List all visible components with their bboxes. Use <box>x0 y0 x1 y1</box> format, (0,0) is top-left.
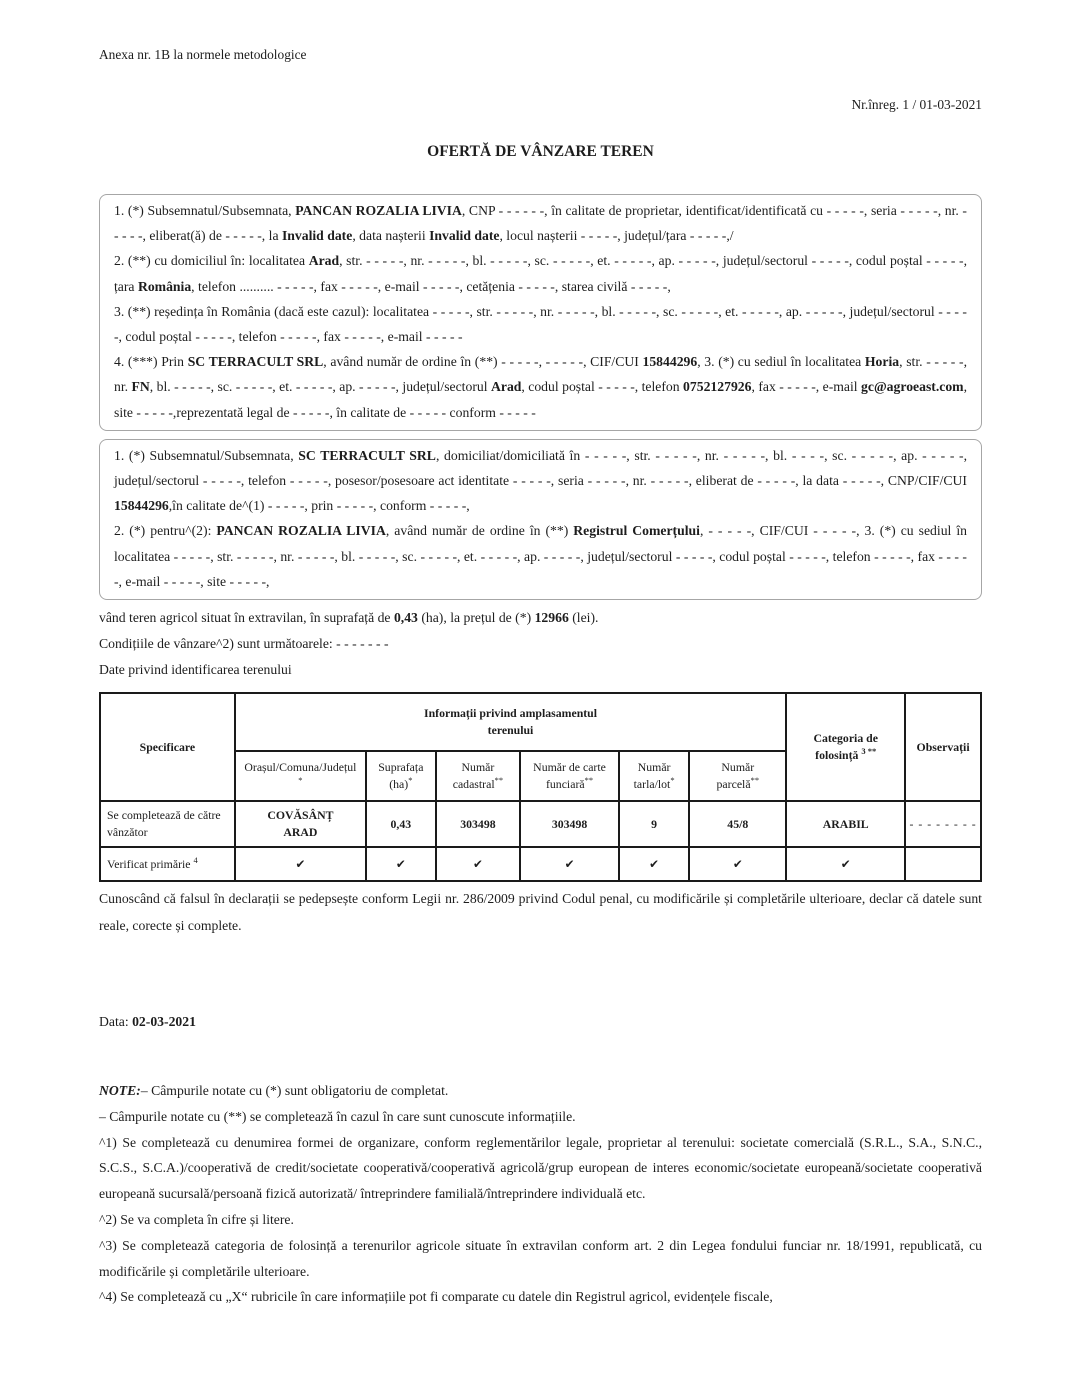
seller-data-cell: COVĂSÂNȚ ARAD <box>235 801 366 847</box>
text-run: (lei). <box>568 610 599 626</box>
text-run: , bl. - - - - -, sc. - - - - -, et. - - - - -, ap. - - - - -, județul/sectorul <box>149 379 491 395</box>
footnote-marker: ** <box>584 775 594 786</box>
text-run: , str. - - - - -, nr. <box>114 354 967 395</box>
text-run: 12966 <box>534 610 569 626</box>
text-run: , fax - - - - -, e-mail <box>751 379 862 395</box>
paragraph <box>114 349 967 425</box>
paragraph <box>99 1130 982 1207</box>
text-run: 2. (*) pentru^(2): <box>114 523 217 539</box>
text-run: Condițiile de vânzare^2) sunt următoarele: - - - - - - - <box>99 636 389 652</box>
land-table <box>99 692 982 882</box>
text-run: , CNP - - - - - -, în calitate de proprietar, identificat/identificată cu - - - - -, seria - - - - -, nr. - - - - -, eliberat(ă) de - - - - -, la <box>114 203 967 244</box>
text-run: Invalid date <box>281 228 353 244</box>
sale-summary-line <box>99 605 982 631</box>
text-run: 3. (**) reședința în România (dacă este cazul): localitatea - - - - -, str. - - - - -, nr. - - - - -, bl. - - - - -, sc. - - - - -, et. - - - - -, ap. - - - - -, județul/sectorul - - - - -, codul poștal - - - - -, telefon - - - - -, fax - - - - -, e-mail - - - - - <box>114 303 967 345</box>
text-run: (ha), la prețul de (*) <box>417 610 535 626</box>
verified-check-cell: ✔ <box>520 847 619 881</box>
paragraph <box>114 299 967 349</box>
text-run: , codul poștal - - - - -, telefon <box>521 379 684 395</box>
text-run: Registrul Comerțului <box>573 523 700 539</box>
text-run: ^2) Se va completa în cifre și litere. <box>99 1212 294 1228</box>
verified-check-cell: ✔ <box>619 847 689 881</box>
verified-empty-cell <box>905 847 981 881</box>
notes-section <box>99 1078 982 1310</box>
text-run: PANCAN ROZALIA LIVIA <box>216 523 386 539</box>
text-run: , având număr de ordine în (**) <box>385 523 574 539</box>
th-specificare: Specificare <box>100 693 235 801</box>
footnote-marker: ** <box>750 775 760 786</box>
text-run: ^3) Se completează categoria de folosință a terenurilor agricole situate în extravilan conform art. 2 din Legea fondului funciar nr. 18/1991, republicată, cu modificările și completările ulterioare. <box>99 1237 982 1279</box>
sale-conditions-line <box>99 631 982 657</box>
text-run: 2. (**) cu domiciliul în: localitatea <box>114 253 309 269</box>
text-run: FN <box>131 379 150 395</box>
paragraph <box>99 1207 982 1233</box>
text-run: ^1) Se completează cu denumirea formei de organizare, conform reglementărilor legale, proprietar al terenului: societate comercială (S.R.L., S.A., S.N.C., S.C.S., S.C.A.)/cooperativă de credit/societate cooperativă/cooperativă agricolă/grup european de interes economic/societate europeană/societate cooperativă europeană sucursală/persoană fizică autorizată/ întreprindere familială/întreprindere individuală etc. <box>99 1134 982 1202</box>
text-run: 0752127926 <box>683 379 752 395</box>
footnote-marker: ** <box>494 775 504 786</box>
text-run: – Câmpurile notate cu (**) se completează în cazul în care sunt cunoscute informațiile. <box>99 1108 576 1124</box>
text-run: – Câmpurile notate cu (*) sunt obligatoriu de completat. <box>140 1083 449 1099</box>
th-sub-column: Număr de carte funciară** <box>520 751 619 801</box>
text-run: , locul nașterii - - - - -, județul/țara - - - - -,/ <box>499 228 734 244</box>
verified-check-cell: ✔ <box>786 847 905 881</box>
document-title: OFERTĂ DE VÂNZARE TEREN <box>427 143 654 160</box>
th-sub-column: Suprafața (ha)* <box>366 751 436 801</box>
text-run: Horia <box>864 354 900 370</box>
verified-check-cell: ✔ <box>235 847 366 881</box>
row-label-verified: Verificat primărie $^4$ <box>100 847 235 881</box>
date-line <box>99 1013 982 1030</box>
text-run: Invalid date <box>429 228 500 244</box>
seller-data-cell: 303498 <box>436 801 521 847</box>
footnote-marker: * <box>670 775 675 786</box>
text-run: SC TERRACULT SRL <box>187 354 324 370</box>
text-run: Arad <box>308 253 340 269</box>
th-category: Categoria de folosință $^{3 **}$ <box>786 693 905 801</box>
th-sub-column: Număr parcelă** <box>689 751 786 801</box>
text-run: Arad <box>490 379 522 395</box>
text-run: , domiciliat/domiciliată în - - - - -, str. - - - - -, nr. - - - - -, bl. - - - -, sc. - - - - -, ap. - - - - -, județul/sectorul - - - - -, telefon - - - - -, posesor/posesoare act identitate - - - - -, seria - - - - -, nr. - - - - -, eliberat de - - - - -, la data - - - - -, CNP/CIF/CUI <box>114 447 968 489</box>
text-run: , telefon .......... - - - - -, fax - - - - -, e-mail - - - - -, cetățenia - - - - -, starea civilă - - - - -, <box>191 278 671 294</box>
seller-data-cell: 303498 <box>520 801 619 847</box>
text-run: 1. (*) Subsemnatul/Subsemnata, <box>114 203 296 218</box>
text-run: ,în calitate de^(1) - - - - -, prin - - - - -, conform - - - - -, <box>168 498 470 514</box>
seller-data-cell: - - - - - - - - <box>905 801 981 847</box>
text-run: România <box>137 278 192 294</box>
th-location-info-group: Informații privind amplasamentul terenului <box>235 693 786 751</box>
seller-data-cell: 45/8 <box>689 801 786 847</box>
text-run: , 3. (*) cu sediul în localitatea <box>697 354 865 370</box>
text-run: 1. (*) Subsemnatul/Subsemnata, <box>114 447 299 463</box>
paragraph <box>99 1233 982 1285</box>
text-run: vând teren agricol situat în extravilan, în suprafață de <box>99 610 394 626</box>
declaration-text: Cunoscând că falsul în declarații se pedepsește conform Legii nr. 286/2009 privind Codul penal, cu modificările și completările ulterioare, declar că datele sunt reale, corecte și complete. <box>99 891 982 933</box>
text-run: , având număr de ordine în (**) - - - - -, - - - - -, CIF/CUI <box>323 354 643 370</box>
text-run: , data nașterii <box>352 228 430 244</box>
th-observations: Observații <box>905 693 981 801</box>
footnote-marker: 3 ** <box>861 746 877 757</box>
text-run: ^4) Se completează cu „X“ rubricile în care informațiile pot fi comparate cu datele din Registrul agricol, evidențele fiscale, <box>99 1289 773 1305</box>
paragraph <box>114 443 967 519</box>
text-run: SC TERRACULT SRL <box>298 447 436 463</box>
owner-details-box <box>99 194 982 431</box>
text-run: PANCAN ROZALIA LIVIA <box>295 203 462 218</box>
text-run: , str. - - - - -, nr. - - - - -, bl. - - - - -, sc. - - - - -, et. - - - - -, ap. - - - - -, județul/sectorul - - - - -, codul poștal - - - - -, țara <box>114 253 967 294</box>
annex-note: Anexa nr. 1B la normele metodologice <box>99 47 307 62</box>
text-run: Data: <box>99 1014 133 1030</box>
land-identification-heading: Date privind identificarea terenului <box>99 662 292 678</box>
footnote-marker: * <box>408 775 413 786</box>
footnote-marker: 4 <box>193 854 198 865</box>
paragraph <box>99 1078 982 1104</box>
text-run: 15844296 <box>642 354 698 370</box>
text-run: 15844296 <box>114 498 169 514</box>
land-table-body <box>100 693 981 881</box>
verified-check-cell: ✔ <box>436 847 521 881</box>
paragraph <box>99 1104 982 1130</box>
footnote-marker: * <box>298 775 303 786</box>
th-sub-column: Număr tarla/lot* <box>619 751 689 801</box>
paragraph <box>114 518 967 594</box>
paragraph <box>114 248 967 298</box>
seller-data-cell: ARABIL <box>786 801 905 847</box>
representative-details-box <box>99 439 982 600</box>
text-run: , - - - - -, CIF/CUI - - - - -, 3. (*) cu sediul în localitatea - - - - -, str. - - - - -, nr. - - - - -, bl. - - - - -, sc. - - - - -, et. - - - - -, ap. - - - - -, județul/sectorul - - - - -, codul poștal - - - - -, telefon - - - - -, fax - - - - -, e-mail - - - - -, site - - - - -, <box>114 523 967 589</box>
text-run: gc@agroeast.com <box>861 379 964 395</box>
text-run: 0,43 <box>393 610 418 626</box>
text-run: 02-03-2021 <box>132 1014 196 1030</box>
verified-check-cell: ✔ <box>689 847 786 881</box>
paragraph <box>114 198 967 248</box>
registration-number: Nr.înreg. 1 / 01-03-2021 <box>851 97 982 112</box>
text-run: , site - - - - -,reprezentată legal de - - - - -, în calitate de - - - - - conform - - - - - <box>114 379 968 420</box>
row-label-seller: Se completează de către vânzător <box>100 801 235 847</box>
text-run: NOTE: <box>99 1083 141 1099</box>
paragraph <box>99 1284 982 1310</box>
th-sub-column: Orașul/Comuna/Județul * <box>235 751 366 801</box>
seller-data-cell: 9 <box>619 801 689 847</box>
text-run: 4. (***) Prin <box>114 354 188 370</box>
seller-data-cell: 0,43 <box>366 801 436 847</box>
th-sub-column: Număr cadastral** <box>436 751 521 801</box>
verified-check-cell: ✔ <box>366 847 436 881</box>
